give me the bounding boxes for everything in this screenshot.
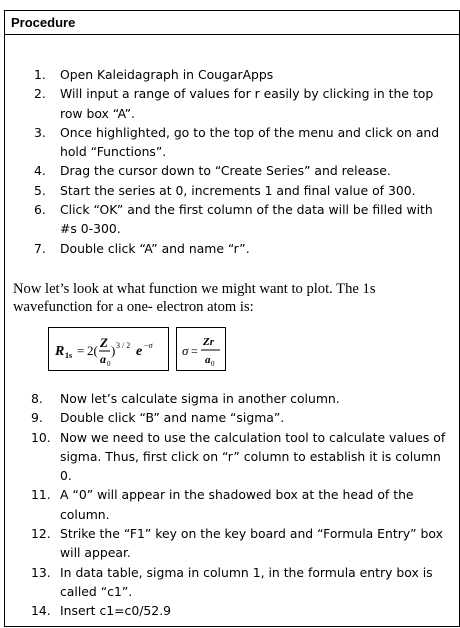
step-number: 9. (31, 410, 43, 426)
eq-a-denominator: a (100, 352, 106, 366)
step-text: Now we need to use the calculation tool to calculate values of sigma. Thus, first click on “r” column to establish it is column 0. (60, 429, 446, 484)
step-item (5, 485, 459, 524)
step-number: 7. (34, 240, 46, 256)
section-title: Procedure (5, 11, 459, 35)
eq-z-numerator: Z (100, 335, 108, 350)
step-number: 11. (31, 487, 51, 503)
eq-close-paren: ) (111, 343, 116, 358)
step-text: In data table, sigma in column 1, in the formula entry box is called “c1”. (60, 564, 433, 599)
step-text: Click “OK” and the first column of the data will be filled with #s 0-300. (60, 202, 433, 237)
step-item (5, 181, 459, 200)
eq-r-subscript: 1s (65, 351, 73, 360)
step-text: Start the series at 0, increments 1 and final value of 300. (60, 182, 416, 198)
wavefunction-formula-graphic (49, 328, 170, 372)
sigma-formula-graphic (177, 328, 227, 372)
step-item (5, 84, 459, 123)
eq-exponent: 3 / 2 (116, 341, 131, 350)
step-number: 5. (34, 182, 46, 198)
step-item (5, 524, 459, 563)
step-text: Open Kaleidagraph in CougarApps (60, 67, 274, 82)
step-text: Double click “B” and name “sigma”. (60, 410, 285, 426)
step-item (5, 601, 459, 620)
wavefunction-intro-paragraph: Now let’s look at what function we might want to plot. The 1s wavefunction for a one- electron atom is: (13, 281, 376, 315)
step-text: A “0” will appear in the shadowed box at the head of the column. (60, 487, 414, 522)
eq-sigma-symbol: σ (182, 343, 189, 358)
eq-a-subscript: 0 (107, 360, 111, 368)
step-text: Now let’s calculate sigma in another column. (60, 391, 340, 406)
step-item (5, 239, 459, 258)
eq-equals: = (77, 343, 85, 358)
step-number: 10. (31, 429, 51, 445)
step-item (5, 200, 459, 239)
sigma-equation (176, 327, 226, 371)
eq-zr-numerator: Zr (203, 336, 214, 348)
eq-e-exponent: −σ (144, 341, 153, 350)
step-item (5, 123, 459, 162)
eq-two-open: 2( (87, 343, 98, 358)
step-number: 1. (34, 67, 46, 82)
step-text: Double click “A” and name “r”. (60, 240, 250, 256)
step-item (5, 563, 459, 602)
step-item (5, 65, 459, 84)
step-text: Once highlighted, go to the top of the menu and click on and hold “Functions”. (60, 124, 440, 160)
step-number: 6. (34, 202, 46, 218)
step-number: 4. (34, 163, 46, 179)
step-text: Insert c1=c0/52.9 (60, 603, 172, 619)
step-number: 12. (31, 526, 51, 542)
step-text: Drag the cursor down to “Create Series” and release. (60, 163, 391, 179)
step-item (5, 161, 459, 180)
step-text: Will input a range of values for r easily by clicking in the top row box “A”. (60, 86, 434, 121)
step-item (5, 389, 459, 408)
step-item (5, 408, 459, 427)
step-number: 2. (34, 86, 46, 102)
procedure-panel (4, 10, 460, 627)
step-text: Strike the “F1” key on the key board and “Formula Entry” box will appear. (60, 526, 443, 561)
eq-sigma-equals: = (191, 344, 198, 358)
steps-list-part1 (5, 65, 459, 258)
eq-sigma-a-subscript: 0 (211, 360, 215, 368)
steps-list-part2 (5, 389, 459, 621)
eq-e-symbol: e (136, 344, 143, 359)
step-item (5, 428, 459, 486)
eq-sigma-a-denominator: a (205, 354, 211, 366)
step-number: 8. (31, 391, 43, 406)
wavefunction-equation (48, 327, 169, 371)
step-number: 14. (31, 603, 51, 619)
eq-r-symbol: R (55, 344, 65, 359)
step-number: 3. (34, 124, 46, 140)
step-number: 13. (31, 564, 51, 580)
